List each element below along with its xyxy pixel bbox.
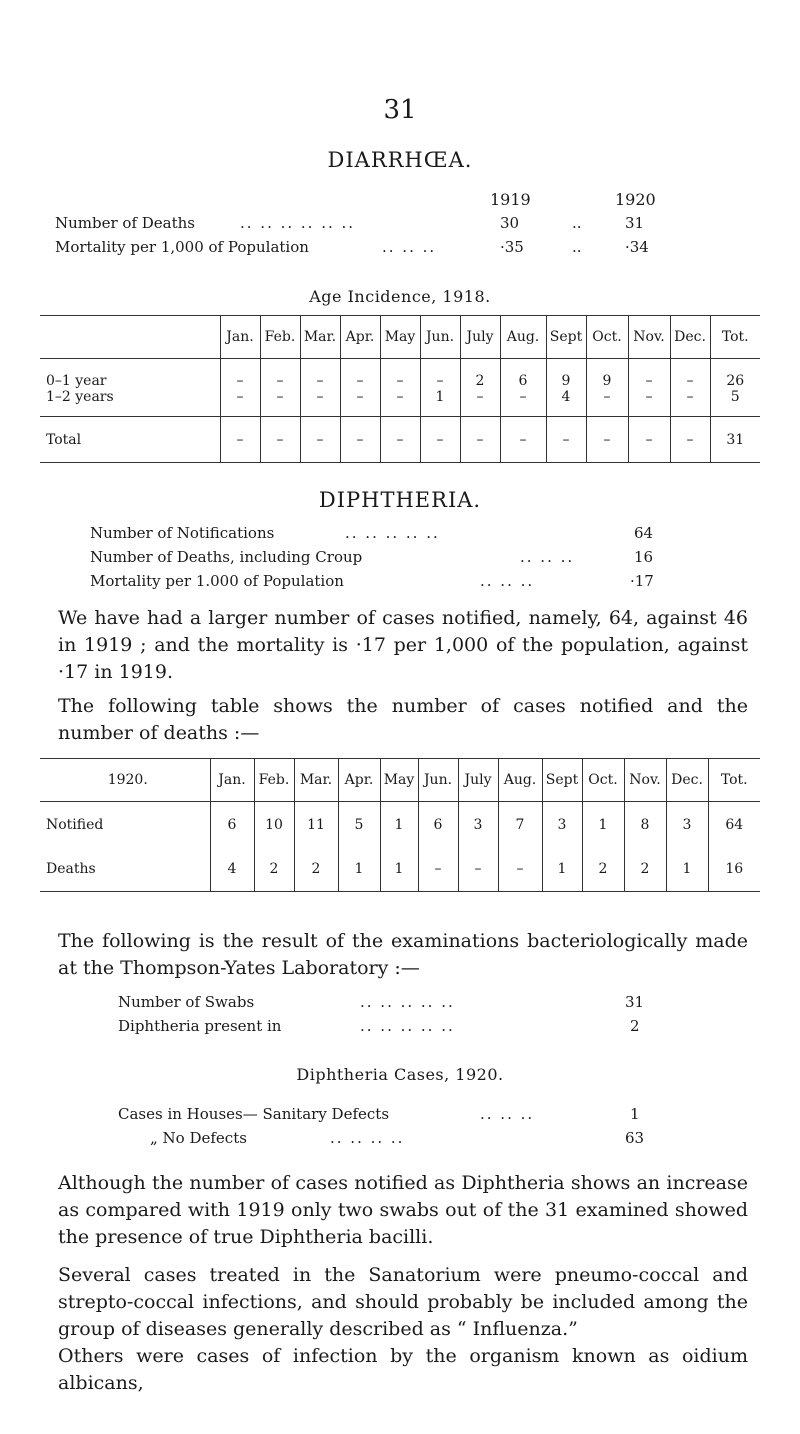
- table-cell: 9: [546, 359, 586, 389]
- cases-value: 1: [630, 1105, 640, 1123]
- header-cell: Nov.: [628, 316, 670, 359]
- header-cell: Nov.: [624, 759, 666, 802]
- table-cell: 4: [546, 389, 586, 417]
- header-cell: Feb.: [260, 316, 300, 359]
- header-cell: Aug.: [498, 759, 542, 802]
- table-cell: –: [500, 389, 546, 417]
- table-cell: 2: [254, 848, 294, 892]
- leader-dots: .. .. ..: [520, 548, 575, 566]
- table-cell: 4: [210, 848, 254, 892]
- table-cell: 2: [460, 359, 500, 389]
- table-row: [40, 848, 760, 892]
- header-cell: Apr.: [338, 759, 380, 802]
- table-cell: –: [420, 359, 460, 389]
- table-cell: 1: [338, 848, 380, 892]
- header-cell: 1920.: [40, 759, 210, 802]
- leader-dots: ..: [572, 238, 582, 256]
- table-cell: –: [670, 389, 710, 417]
- table-cell: 2: [294, 848, 338, 892]
- table-cell: –: [546, 417, 586, 463]
- cases-title: Diphtheria Cases, 1920.: [296, 1065, 504, 1084]
- paragraph: We have had a larger number of cases notified, namely, 64, against 46 in 1919 ; and the mortality is ·17 per 1,000 of the population, against ·17 in 1919.: [58, 607, 748, 683]
- table-cell: –: [628, 389, 670, 417]
- swab-label: Number of Swabs: [118, 993, 255, 1011]
- header-cell: Apr.: [340, 316, 380, 359]
- table-cell: 10: [254, 802, 294, 848]
- paragraph: The following is the result of the examinations bacteriologically made at the Thompson-Yates Laboratory :—: [58, 930, 748, 979]
- header-cell: Aug.: [500, 316, 546, 359]
- stat-label: Mortality per 1.000 of Population: [90, 572, 344, 590]
- table-cell: 3: [666, 802, 708, 848]
- leader-dots: .. .. .. .. ..: [360, 993, 455, 1011]
- leader-dots: .. .. ..: [480, 572, 535, 590]
- table-cell: 1: [666, 848, 708, 892]
- table-cell: 6: [418, 802, 458, 848]
- header-cell: July: [458, 759, 498, 802]
- table-cell: 3: [542, 802, 582, 848]
- leader-dots: .. .. .. ..: [330, 1129, 405, 1147]
- table-cell: –: [300, 417, 340, 463]
- leader-dots: .. .. ..: [480, 1105, 535, 1123]
- table-cell: 8: [624, 802, 666, 848]
- header-cell: Jan.: [220, 316, 260, 359]
- age-incidence-title: Age Incidence, 1918.: [309, 287, 491, 306]
- table-cell: –: [300, 389, 340, 417]
- header-cell: Sept: [546, 316, 586, 359]
- table-cell: –: [380, 417, 420, 463]
- stat-value: 16: [634, 548, 654, 566]
- leader-dots: .. .. ..: [382, 238, 437, 256]
- header-cell: Jan.: [210, 759, 254, 802]
- header-cell: Oct.: [586, 316, 628, 359]
- table-row: [40, 417, 760, 463]
- header-cell: Dec.: [670, 316, 710, 359]
- paragraph: Others were cases of infection by the organism known as oidium albicans,: [58, 1345, 748, 1394]
- diarrhoea-deaths-label: Number of Deaths: [55, 214, 196, 232]
- diarrhoea-mortality-label: Mortality per 1,000 of Population: [55, 238, 309, 256]
- diarrhoea-title: DIARRHŒA.: [327, 148, 473, 172]
- table-cell: 1: [380, 848, 418, 892]
- table-row: [40, 359, 760, 389]
- table-cell: 2: [582, 848, 624, 892]
- table-cell: –: [628, 359, 670, 389]
- table-cell: –: [260, 417, 300, 463]
- header-cell: Mar.: [294, 759, 338, 802]
- table-cell: –: [220, 389, 260, 417]
- page-number: 31: [383, 95, 417, 125]
- header-cell: Jun.: [420, 316, 460, 359]
- table-cell: –: [340, 389, 380, 417]
- table-header-row: [40, 759, 760, 802]
- table-cell: 7: [498, 802, 542, 848]
- notifications-table: [40, 758, 760, 892]
- table-row: [40, 389, 760, 417]
- table-cell: –: [460, 389, 500, 417]
- header-cell: Tot.: [710, 316, 760, 359]
- year-1919: 1919: [490, 190, 531, 209]
- header-cell: Sept: [542, 759, 582, 802]
- table-cell: –: [628, 417, 670, 463]
- header-cell: May: [380, 316, 420, 359]
- year-1920: 1920: [615, 190, 656, 209]
- table-cell: –: [220, 359, 260, 389]
- table-cell: –: [260, 359, 300, 389]
- stat-label: Number of Deaths, including Croup: [90, 548, 363, 566]
- leader-dots: .. .. .. .. ..: [345, 524, 440, 542]
- diarrhoea-deaths-1920: 31: [625, 214, 645, 232]
- table-cell: 64: [708, 802, 760, 848]
- header-cell: Feb.: [254, 759, 294, 802]
- table-cell: –: [380, 359, 420, 389]
- table-cell: –: [418, 848, 458, 892]
- table-cell: –: [380, 389, 420, 417]
- diarrhoea-deaths-1919: 30: [500, 214, 520, 232]
- table-cell: 3: [458, 802, 498, 848]
- table-cell: 5: [338, 802, 380, 848]
- table-cell: 1: [582, 802, 624, 848]
- cases-value: 63: [625, 1129, 645, 1147]
- table-cell: 31: [710, 417, 760, 463]
- paragraph: The following table shows the number of cases notified and the number of deaths :—: [58, 695, 748, 744]
- table-cell: 1: [542, 848, 582, 892]
- table-header-row: [40, 316, 760, 359]
- swab-value: 2: [630, 1017, 640, 1035]
- paragraph: Several cases treated in the Sanatorium were pneumo-coccal and strepto-coccal infections, and should probably be included among the group of diseases generally described as “ Influenza.”: [58, 1264, 748, 1340]
- stat-label: Number of Notifications: [90, 524, 275, 542]
- row-label: 1–2 years: [40, 389, 220, 417]
- cases-label: Cases in Houses— Sanitary Defects: [118, 1105, 390, 1123]
- table-cell: –: [586, 389, 628, 417]
- table-cell: –: [586, 417, 628, 463]
- stat-value: ·17: [630, 572, 654, 590]
- table-cell: –: [670, 417, 710, 463]
- header-cell: July: [460, 316, 500, 359]
- row-label: Deaths: [40, 848, 210, 892]
- table-cell: 16: [708, 848, 760, 892]
- header-cell: [40, 316, 220, 359]
- table-cell: –: [340, 359, 380, 389]
- header-cell: May: [380, 759, 418, 802]
- header-cell: Mar.: [300, 316, 340, 359]
- table-cell: 6: [210, 802, 254, 848]
- row-label: 0–1 year: [40, 359, 220, 389]
- table-cell: 6: [500, 359, 546, 389]
- header-cell: Tot.: [708, 759, 760, 802]
- swab-value: 31: [625, 993, 645, 1011]
- table-cell: 1: [380, 802, 418, 848]
- table-cell: –: [460, 417, 500, 463]
- table-cell: –: [340, 417, 380, 463]
- diarrhoea-mortality-1919: ·35: [500, 238, 524, 256]
- diarrhoea-mortality-1920: ·34: [625, 238, 649, 256]
- leader-dots: .. .. .. .. .. ..: [240, 214, 356, 232]
- table-cell: –: [420, 417, 460, 463]
- table-cell: 11: [294, 802, 338, 848]
- header-cell: Dec.: [666, 759, 708, 802]
- diphtheria-title: DIPHTHERIA.: [318, 488, 482, 512]
- leader-dots: .. .. .. .. ..: [360, 1017, 455, 1035]
- age-incidence-table: [40, 315, 760, 463]
- table-cell: 9: [586, 359, 628, 389]
- table-cell: –: [300, 359, 340, 389]
- table-row: [40, 802, 760, 848]
- header-cell: Jun.: [418, 759, 458, 802]
- table-cell: –: [220, 417, 260, 463]
- leader-dots: ..: [572, 214, 582, 232]
- table-cell: 26: [710, 359, 760, 389]
- table-cell: 2: [624, 848, 666, 892]
- swab-label: Diphtheria present in: [118, 1017, 282, 1035]
- cases-label: „ No Defects: [150, 1129, 247, 1147]
- table-cell: –: [458, 848, 498, 892]
- paragraph: Although the number of cases notified as Diphtheria shows an increase as compared with 1919 only two swabs out of the 31 examined showed the presence of true Diphtheria bacilli.: [58, 1172, 748, 1248]
- table-cell: 1: [420, 389, 460, 417]
- table-cell: –: [498, 848, 542, 892]
- row-label: Notified: [40, 802, 210, 848]
- stat-value: 64: [634, 524, 654, 542]
- table-cell: 5: [710, 389, 760, 417]
- table-cell: –: [670, 359, 710, 389]
- table-cell: –: [260, 389, 300, 417]
- row-label: Total: [40, 417, 220, 463]
- table-cell: –: [500, 417, 546, 463]
- header-cell: Oct.: [582, 759, 624, 802]
